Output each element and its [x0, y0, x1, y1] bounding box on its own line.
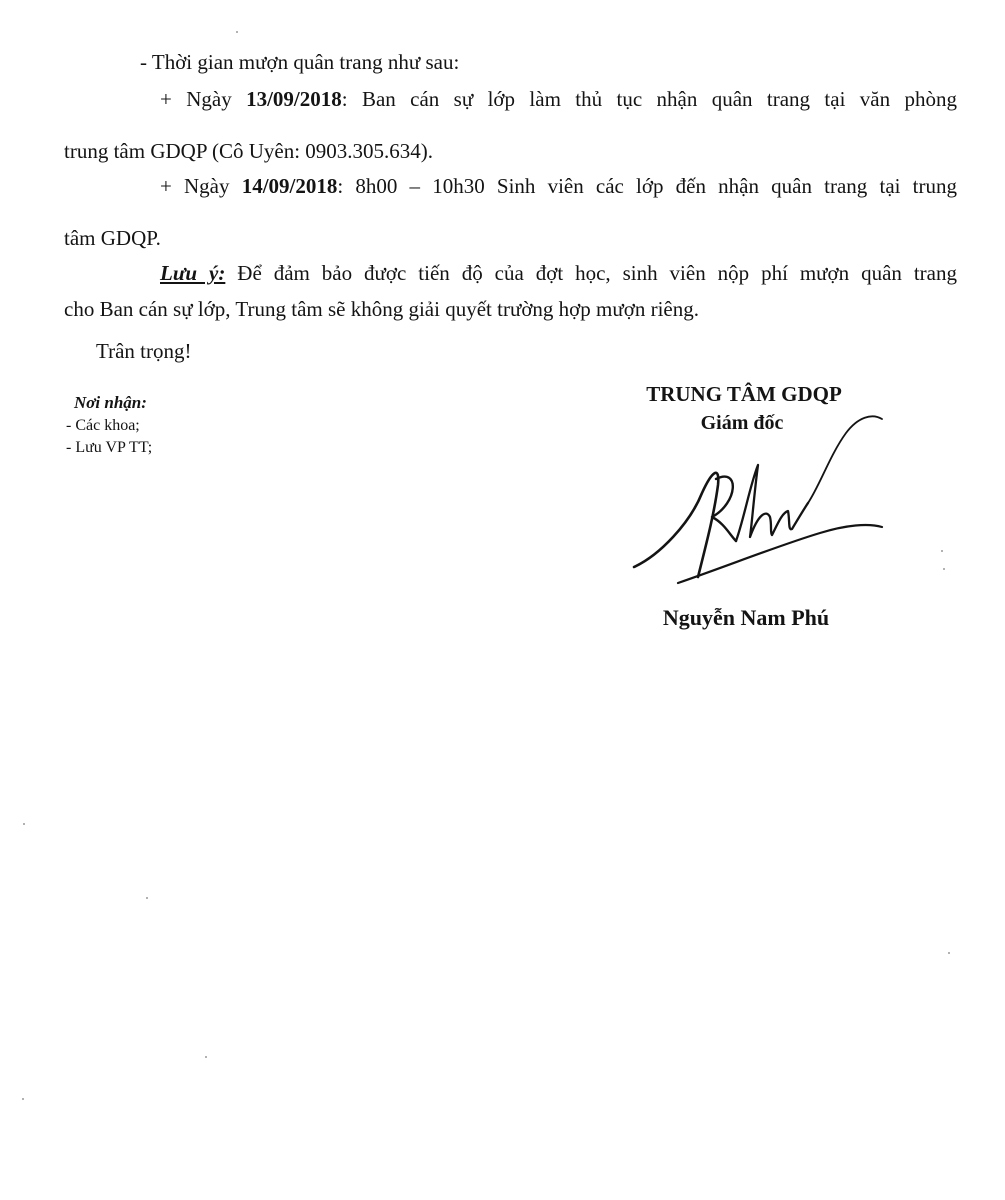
closing-text: Trân trọng!: [96, 339, 192, 363]
item-day2-text-cont: tâm GDQP.: [64, 226, 161, 250]
item-day2-date: 14/09/2018: [241, 174, 338, 198]
note-text: Để đảm bảo được tiến độ của đợt học, sinh viên nộp phí mượn quân trang: [225, 261, 957, 285]
scan-speck: [205, 1056, 207, 1058]
item-day2-line1: [160, 176, 957, 197]
handwritten-signature: [620, 405, 900, 595]
time-heading: [140, 52, 459, 73]
item-day1-text: : Ban cán sự lớp làm thủ tục nhận quân trang tại văn phòng: [341, 87, 957, 111]
item-day1-line1: [160, 89, 957, 110]
item-day2-line2: [64, 228, 161, 249]
item-day1-line2: [64, 141, 433, 162]
closing: [96, 341, 191, 362]
time-heading-text: - Thời gian mượn quân trang như sau:: [140, 50, 460, 74]
recipients-heading: Nơi nhận:: [74, 393, 147, 412]
scan-speck: [22, 1098, 24, 1100]
signer-name: Nguyễn Nam Phú: [662, 605, 830, 630]
item-day2-prefix: + Ngày: [160, 174, 242, 198]
item-day1-date: 13/09/2018: [246, 87, 342, 111]
signer-organization: TRUNG TÂM GDQP: [646, 382, 842, 406]
scan-speck: [236, 31, 238, 33]
scan-speck: [23, 823, 25, 825]
item-day1-text-cont: trung tâm GDQP (Cô Uyên: 0903.305.634).: [64, 139, 434, 163]
scan-speck: [948, 952, 950, 954]
note-label: Lưu ý:: [160, 261, 226, 285]
recipient-item: - Các khoa;: [66, 417, 140, 434]
recipient-item: - Lưu VP TT;: [66, 439, 153, 456]
note-line2: [64, 299, 699, 320]
item-day2-text: : 8h00 – 10h30 Sinh viên các lớp đến nhận quân trang tại trung: [337, 174, 957, 198]
scan-speck: [941, 550, 943, 552]
scan-speck: [146, 897, 148, 899]
note-text-cont: cho Ban cán sự lớp, Trung tâm sẽ không giải quyết trường hợp mượn riêng.: [64, 297, 700, 321]
signer-position: Giám đốc: [700, 412, 784, 434]
scan-speck: [943, 568, 945, 570]
note-line1: [160, 263, 957, 284]
item-day1-prefix: + Ngày: [160, 87, 247, 111]
